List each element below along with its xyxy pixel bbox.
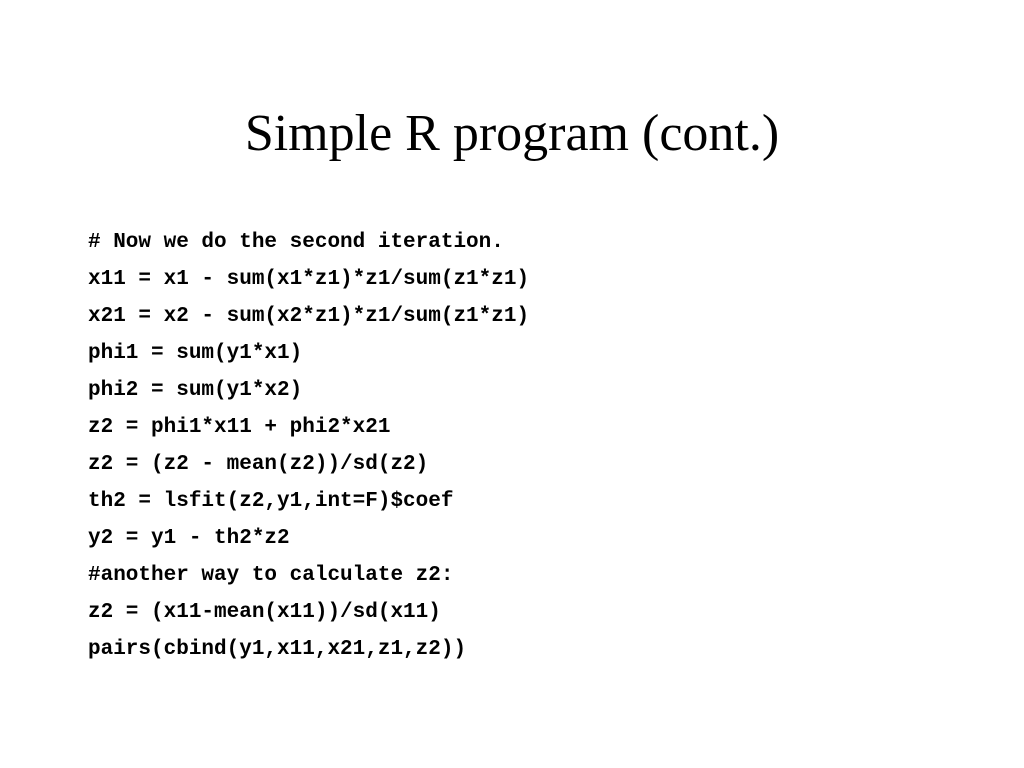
code-line: z2 = phi1*x11 + phi2*x21	[88, 416, 391, 439]
code-line: x11 = x1 - sum(x1*z1)*z1/sum(z1*z1)	[88, 268, 530, 291]
code-block	[88, 224, 529, 668]
code-line: y2 = y1 - th2*z2	[88, 527, 290, 550]
code-line: th2 = lsfit(z2,y1,int=F)$coef	[88, 490, 454, 513]
code-line: z2 = (z2 - mean(z2))/sd(z2)	[88, 453, 429, 476]
code-line: phi1 = sum(y1*x1)	[88, 342, 303, 365]
code-line: # Now we do the second iteration.	[88, 231, 504, 254]
code-line: #another way to calculate z2:	[88, 564, 454, 587]
code-line: phi2 = sum(y1*x2)	[88, 379, 303, 402]
slide-title: Simple R program (cont.)	[244, 105, 780, 162]
code-line: z2 = (x11-mean(x11))/sd(x11)	[88, 601, 441, 624]
code-line: pairs(cbind(y1,x11,x21,z1,z2))	[88, 638, 467, 661]
code-line: x21 = x2 - sum(x2*z1)*z1/sum(z1*z1)	[88, 305, 530, 328]
